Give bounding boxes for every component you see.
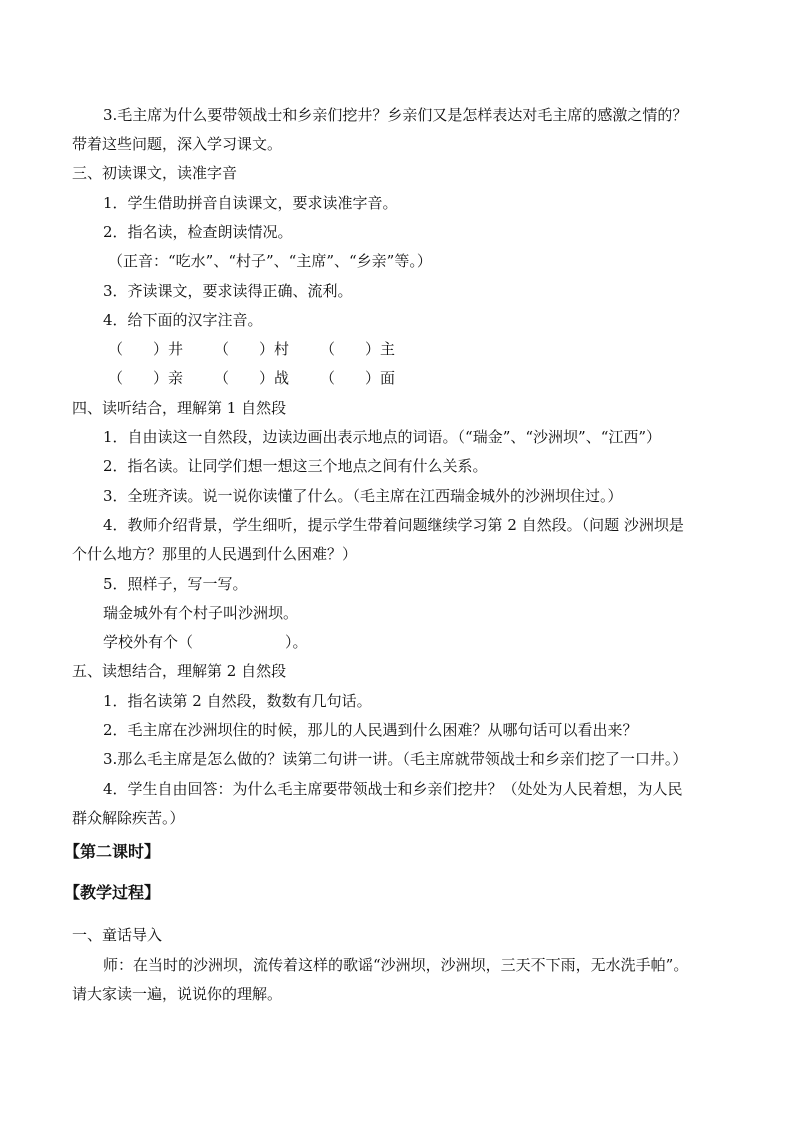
section-3-heading: 三、初读课文，读准字音 [72, 164, 238, 182]
section-4-item-4: 4．教师介绍背景，学生细听，提示学生带着问题继续学习第 2 自然段。（问题 沙洲坝是 [103, 516, 684, 534]
section-4-heading: 四、读听结合，理解第 1 自然段 [72, 399, 287, 417]
section-4-item-5: 5．照样子，写一写。 [103, 575, 248, 593]
section-4-item-1: 1．自由读这一自然段，边读边画出表示地点的词语。（“瑞金”、“沙洲坝”、“江西”） [103, 428, 662, 446]
section-4-item-2: 2．指名读。让同学们想一想这三个地点之间有什么关系。 [103, 457, 488, 475]
second-lesson-heading: 【第二课时】 [64, 842, 161, 861]
section-5-item-1: 1．指名读第 2 自然段，数数有几句话。 [103, 692, 372, 710]
section-6-heading: 一、童话导入 [72, 926, 163, 944]
question-3-continuation: 带着这些问题，深入学习课文。 [72, 135, 283, 153]
phonetic-blank-jing: （ ）井 [108, 340, 184, 358]
teaching-process-heading: 【教学过程】 [64, 883, 161, 902]
section-5-item-2: 2．毛主席在沙洲坝住的时候，那儿的人民遇到什么困难？从哪句话可以看出来？ [103, 721, 638, 739]
section-3-pronunciation-note: （正音：“吃水”、“村子”、“主席”、“乡亲”等。） [108, 252, 432, 270]
phonetic-blank-qin: （ ）亲 [108, 369, 184, 387]
section-4-fill-in-blank [103, 632, 308, 652]
phonetic-blank-zhu: （ ）主 [320, 340, 396, 358]
section-4-example-sentence: 瑞金城外有个村子叫沙洲坝。 [103, 604, 299, 622]
phonetic-blank-zhan: （ ）战 [214, 369, 290, 387]
section-3-item-4: 4．给下面的汉字注音。 [103, 311, 263, 329]
fill-blank-prefix: 学校外有个（ [103, 633, 194, 651]
question-3-line: 3.毛主席为什么要带领战士和乡亲们挖井？乡亲们又是怎样表达对毛主席的感激之情的？ [103, 106, 688, 124]
phonetic-blank-cun: （ ）村 [214, 340, 290, 358]
section-4-item-4-continuation: 个什么地方？那里的人民遇到什么困难？） [72, 545, 358, 563]
section-5-item-4: 4．学生自由回答：为什么毛主席要带领战士和乡亲们挖井？（处处为人民着想，为人民 [103, 780, 683, 798]
section-5-item-4-continuation: 群众解除疾苦。） [72, 809, 185, 827]
section-5-item-3: 3.那么毛主席是怎么做的？读第二句讲一讲。（毛主席就带领战士和乡亲们挖了一口井。） [103, 750, 688, 768]
phonetic-blank-mian: （ ）面 [320, 369, 396, 387]
section-6-paragraph-continuation: 请大家读一遍，说说你的理解。 [72, 985, 283, 1003]
section-6-paragraph: 师：在当时的沙洲坝，流传着这样的歌谣“沙洲坝，沙洲坝，三天不下雨，无水洗手帕”。 [103, 956, 689, 974]
section-5-heading: 五、读想结合，理解第 2 自然段 [72, 662, 287, 680]
section-4-item-3: 3．全班齐读。说一说你读懂了什么。（毛主席在江西瑞金城外的沙洲坝住过。） [103, 487, 623, 505]
section-3-item-1: 1．学生借助拼音自读课文，要求读准字音。 [103, 194, 398, 212]
section-3-item-3: 3．齐读课文，要求读得正确、流利。 [103, 282, 353, 300]
fill-blank-suffix: ）。 [285, 633, 308, 651]
section-3-item-2: 2．指名读，检查朗读情况。 [103, 223, 293, 241]
